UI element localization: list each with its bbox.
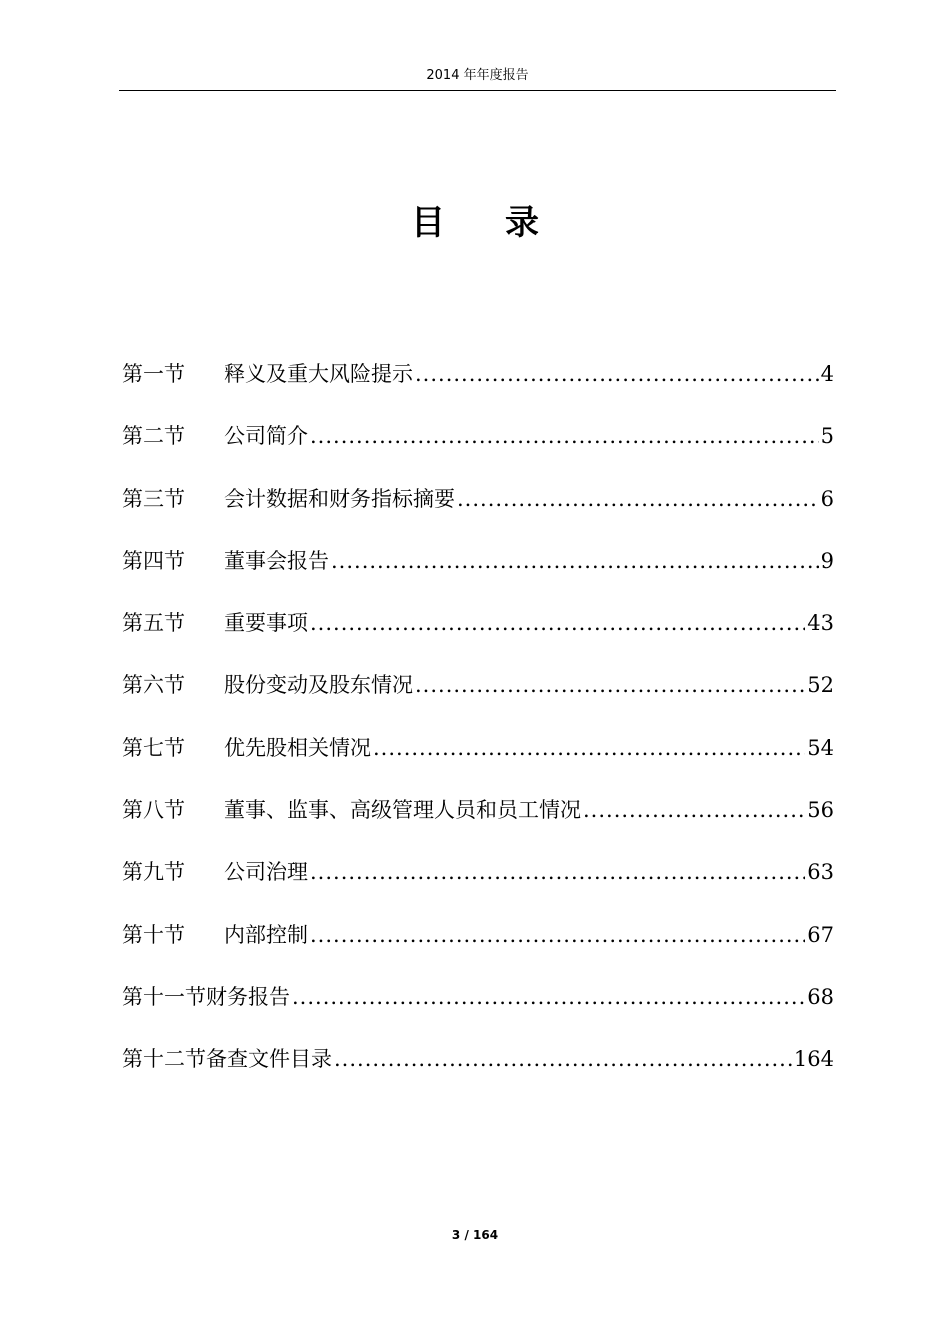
toc-page-number: 6 (820, 486, 834, 511)
toc-section-title: 财务报告 (206, 984, 290, 1009)
toc-section-title: 董事会报告 (224, 548, 329, 573)
toc-entry-1[interactable] (122, 346, 834, 408)
page-indicator: 3 / 164 (451, 1228, 499, 1242)
toc-leader-dots (310, 844, 805, 900)
page-footer (0, 1228, 950, 1242)
toc-section-title: 董事、监事、高级管理人员和员工情况 (224, 798, 581, 823)
toc-leader-dots (310, 595, 805, 651)
toc-section-number: 第七节 (122, 735, 185, 760)
toc-leader-dots (415, 346, 819, 402)
toc-entry-12[interactable] (122, 1031, 834, 1093)
toc-entry-8[interactable] (122, 782, 834, 844)
toc-entry-11[interactable] (122, 969, 834, 1031)
toc-section-number: 第十二节 (122, 1047, 206, 1072)
toc-section-number: 第五节 (122, 611, 185, 636)
toc-leader-dots (334, 1031, 792, 1087)
toc-section-number: 第十一节 (122, 984, 206, 1009)
toc-leader-dots (583, 782, 805, 838)
toc-leader-dots (292, 969, 805, 1025)
toc-leader-dots (310, 907, 805, 963)
toc-page-number: 67 (807, 922, 834, 947)
toc-entry-2[interactable] (122, 408, 834, 470)
toc-leader-dots (331, 533, 819, 589)
toc-section-title: 内部控制 (224, 922, 308, 947)
toc-section-number: 第三节 (122, 486, 185, 511)
page-header (119, 66, 836, 91)
toc-section-title: 重要事项 (224, 611, 308, 636)
toc-entry-10[interactable] (122, 907, 834, 969)
toc-entry-7[interactable] (122, 720, 834, 782)
toc-entry-5[interactable] (122, 595, 834, 657)
toc-section-title: 会计数据和财务指标摘要 (224, 486, 455, 511)
toc-page-number: 4 (820, 362, 834, 386)
toc-page-number: 43 (807, 611, 834, 636)
toc-entry-9[interactable] (122, 844, 834, 906)
toc-section-number: 第八节 (122, 798, 185, 823)
toc-section-number: 第六节 (122, 673, 185, 698)
toc-page-number: 5 (820, 424, 834, 449)
toc-section-number: 第一节 (122, 362, 185, 386)
title-char-1: 目 (411, 203, 445, 243)
toc-section-title: 公司治理 (224, 860, 308, 885)
toc-entry-6[interactable] (122, 657, 834, 719)
toc-leader-dots (415, 657, 805, 713)
toc-page-number: 63 (807, 860, 834, 885)
toc-entry-4[interactable] (122, 533, 834, 595)
toc-page-number: 164 (793, 1047, 834, 1072)
toc-section-number: 第二节 (122, 424, 185, 449)
toc-section-number: 第九节 (122, 860, 185, 885)
toc-entry-3[interactable] (122, 471, 834, 533)
toc-section-title: 备查文件目录 (206, 1047, 332, 1072)
toc-section-title: 优先股相关情况 (224, 735, 371, 760)
toc-page-number: 54 (807, 735, 834, 760)
title-char-2: 录 (505, 203, 539, 243)
toc-section-title: 公司简介 (224, 424, 308, 449)
toc-section-number: 第十节 (122, 922, 185, 947)
toc-page-number: 56 (807, 798, 834, 823)
table-of-contents (122, 346, 834, 1094)
toc-page-number: 52 (807, 673, 834, 698)
toc-leader-dots (457, 471, 819, 527)
toc-leader-dots (310, 408, 819, 464)
page-title (0, 198, 950, 248)
toc-leader-dots (373, 720, 805, 776)
header-text: 2014 年年度报告 (426, 68, 529, 83)
toc-section-title: 释义及重大风险提示 (224, 362, 413, 386)
toc-section-number: 第四节 (122, 548, 185, 573)
toc-page-number: 9 (820, 548, 834, 573)
toc-section-title: 股份变动及股东情况 (224, 673, 413, 698)
toc-page-number: 68 (807, 984, 834, 1009)
